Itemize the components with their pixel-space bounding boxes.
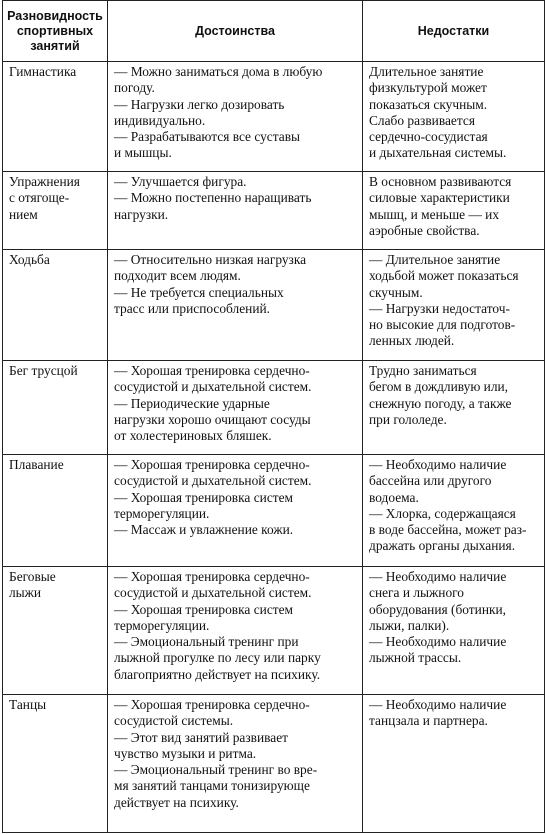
advantages-cell-line: мя занятий танцами тонизирующе [114,778,310,794]
disadvantages-cell-line: — Нагрузки недостаточ- [369,300,510,316]
advantages-cell [108,250,363,361]
advantages-cell-line: — Хорошая тренировка сердечно- [114,457,310,472]
advantages-cell-line: — Эмоциональный тренинг во вре- [114,762,318,778]
disadvantages-cell-line: водоема. [369,489,419,505]
header-advantages: Достоинства [108,1,363,62]
activity-name-cell-line: Бег трусцой [9,363,78,378]
activity-name-cell [3,250,108,361]
sports-comparison-table [2,0,545,833]
activity-name-cell [3,455,108,567]
advantages-cell-line: — Можно заниматься дома в любую [114,64,323,79]
advantages-cell-line: нагрузки хорошо очищают сосуды [114,411,311,427]
advantages-cell [108,361,363,455]
disadvantages-cell-line: снега и лыжного [369,585,464,601]
disadvantages-cell-line: и дыхательная системы. [369,145,507,161]
disadvantages-cell-line: Слабо развивается [369,112,475,128]
disadvantages-cell-line: оборудования (ботинки, [369,601,507,617]
disadvantages-cell [363,62,545,172]
activity-name-cell-line: лыжи [9,585,42,601]
disadvantages-cell-line: — Длительное занятие [369,252,501,267]
disadvantages-cell-line: — Необходимо наличие [369,697,507,712]
advantages-cell-line: лыжной прогулке по лесу или парку [114,650,321,666]
disadvantages-cell-line: лыжи, палки). [369,617,450,633]
table-row [3,455,545,567]
disadvantages-cell [363,361,545,455]
disadvantages-cell-line: в воде бассейна, может раз- [369,522,527,538]
advantages-cell-line: — Хорошая тренировка сердечно- [114,363,310,378]
disadvantages-cell-line: при гололеде. [369,411,447,427]
table-row [3,250,545,361]
disadvantages-cell-line: — Необходимо наличие [369,457,507,472]
advantages-cell-line: индивидуально. [114,112,206,128]
advantages-cell-line: — Хорошая тренировка сердечно- [114,697,310,712]
advantages-cell-line: — Массаж и увлажнение кожи. [114,522,294,538]
advantages-cell-line: — Относительно низкая нагрузка [114,252,307,267]
advantages-cell-line: — Периодические ударные [114,395,270,411]
advantages-cell-line: сосудистой и дыхательной систем. [114,473,312,489]
advantages-cell [108,62,363,172]
disadvantages-cell-line: — Хлорка, содержащаяся [369,505,516,521]
disadvantages-cell-line: но высокие для подготов- [369,317,516,333]
disadvantages-cell [363,695,545,833]
advantages-cell-line: сосудистой и дыхательной систем. [114,379,312,395]
advantages-cell [108,172,363,250]
activity-name-cell-line: Упражнения [9,174,80,189]
disadvantages-cell-line: сердечно-сосудистая [369,129,488,145]
activity-name-cell-line: Танцы [9,697,47,712]
advantages-cell-line: погоду. [114,80,155,96]
disadvantages-cell-line: бегом в дождливую или, [369,379,509,395]
advantages-cell-line: — Хорошая тренировка систем [114,601,294,617]
advantages-cell-line: — Хорошая тренировка сердечно- [114,569,310,584]
activity-name-cell [3,695,108,833]
advantages-cell-line: — Нагрузки легко дозировать [114,96,285,112]
advantages-cell-line: от холестериновых бляшек. [114,428,272,444]
advantages-cell-line: действует на психику. [114,794,239,810]
disadvantages-cell-line: В основном развиваются [369,174,512,189]
advantages-cell-line: — Эмоциональный тренинг при [114,634,299,650]
advantages-cell-line: — Улучшается фигура. [114,174,247,189]
disadvantages-cell-line: ленных людей. [369,333,455,349]
activity-name-cell-line: Плавание [9,457,64,472]
activity-name-cell [3,62,108,172]
activity-name-cell-line: Беговые [9,569,56,584]
disadvantages-cell-line: мышц, и меньше — их [369,206,500,222]
activity-name-cell [3,567,108,695]
advantages-cell-line: трасс или приспособлений. [114,300,271,316]
activity-name-cell [3,172,108,250]
disadvantages-cell-line: танцзала и партнера. [369,713,488,729]
activity-name-cell-line: с отягоще- [9,190,70,206]
table-row [3,695,545,833]
disadvantages-cell-line: снежную погоду, а также [369,395,512,411]
disadvantages-cell-line: силовые характеристики [369,190,510,206]
disadvantages-cell-line: — Необходимо наличие [369,569,507,584]
activity-name-cell-line: нием [9,206,38,222]
advantages-cell-line: терморегуляции. [114,505,210,521]
advantages-cell-line: благоприятно действует на психику. [114,666,321,682]
disadvantages-cell-line: дражать органы дыхания. [369,538,516,554]
header-row [3,1,545,62]
disadvantages-cell-line: ходьбой может показаться [369,268,519,284]
advantages-cell [108,455,363,567]
advantages-cell-line: нагрузки. [114,206,169,222]
advantages-cell [108,695,363,833]
activity-name-cell [3,361,108,455]
advantages-cell-line: чувство музыки и ритма. [114,745,257,761]
disadvantages-cell-line: — Необходимо наличие [369,634,507,650]
disadvantages-cell-line: аэробные свойства. [369,222,480,238]
advantages-cell-line: терморегуляции. [114,617,210,633]
disadvantages-cell-line: бассейна или другого [369,473,492,489]
table-row [3,62,545,172]
disadvantages-cell-line: Длительное занятие [369,64,484,79]
disadvantages-cell-line: показаться скучным. [369,96,488,112]
advantages-cell-line: — Этот вид занятий развивает [114,729,289,745]
advantages-cell-line: — Разрабатываются все суставы [114,129,301,145]
header-disadvantages: Недостатки [363,1,545,62]
advantages-cell-line: подходит всем людям. [114,268,241,284]
advantages-cell-line: сосудистой и дыхательной систем. [114,585,312,601]
activity-name-cell-line: Гимнастика [9,64,77,79]
disadvantages-cell [363,172,545,250]
advantages-cell-line: и мышцы. [114,145,172,161]
table-row [3,567,545,695]
disadvantages-cell-line: Трудно заниматься [369,363,477,378]
activity-name-cell-line: Ходьба [9,252,50,267]
header-activity-type: Разновидность спортивных занятий [3,1,108,62]
disadvantages-cell [363,250,545,361]
advantages-cell-line: — Хорошая тренировка систем [114,489,294,505]
disadvantages-cell [363,455,545,567]
advantages-cell-line: — Можно постепенно наращивать [114,190,312,206]
table-row [3,172,545,250]
disadvantages-cell-line: лыжной трассы. [369,650,462,666]
table-row [3,361,545,455]
advantages-cell-line: сосудистой системы. [114,713,234,729]
disadvantages-cell [363,567,545,695]
disadvantages-cell-line: физкультурой может [369,80,487,96]
advantages-cell [108,567,363,695]
advantages-cell-line: — Не требуется специальных [114,284,284,300]
disadvantages-cell-line: скучным. [369,284,423,300]
